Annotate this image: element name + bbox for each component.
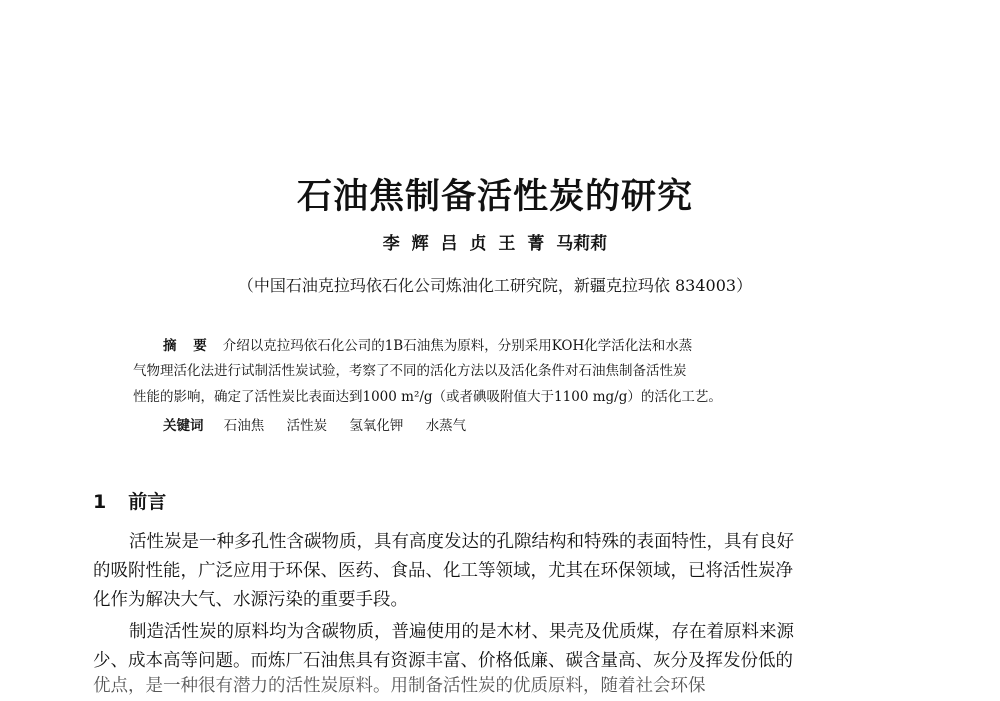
abstract-line: 性能的影响，确定了活性炭比表面达到1000 m²/g（或者碘吸附值大于1100 mg/g）的活化工艺。 bbox=[133, 389, 722, 405]
keywords-line bbox=[163, 414, 484, 438]
keyword: 水蒸气 bbox=[425, 418, 467, 434]
author-affiliation: （中国石油克拉玛依石化公司炼油化工研究院，新疆克拉玛依 834003） bbox=[237, 276, 753, 295]
paragraph-line: 的吸附性能，广泛应用于环保、医药、食品、化工等领域，尤其在环保领域，已将活性炭净 bbox=[93, 561, 793, 581]
keyword: 氢氧化钾 bbox=[349, 418, 404, 434]
paragraph-line: 少、成本高等问题。而炼厂石油焦具有资源丰富、价格低廉、碳含量高、灰分及挥发份低的 bbox=[93, 651, 793, 671]
cut-off-line: 优点，是一种很有潜力的活性炭原料。用制备活性炭的优质原料，随着社会环保 bbox=[93, 676, 706, 696]
author-list: 李 辉 吕 贞 王 菁 马莉莉 bbox=[382, 234, 608, 254]
paper-title: 石油焦制备活性炭的研究 bbox=[296, 177, 693, 217]
section-heading bbox=[93, 488, 166, 516]
keyword: 石油焦 bbox=[223, 418, 265, 434]
body-paragraph bbox=[93, 528, 898, 615]
abstract-line: 气物理活化法进行试制活性炭试验，考察了不同的活化方法以及活化条件对石油焦制备活性炭 bbox=[133, 363, 687, 379]
section-number: 1 bbox=[93, 491, 107, 513]
paragraph-line: 制造活性炭的原料均为含碳物质，普遍使用的是木材、果壳及优质煤，存在着原料来源 bbox=[129, 622, 794, 642]
paragraph-line: 活性炭是一种多孔性含碳物质，具有高度发达的孔隙结构和特殊的表面特性，具有良好 bbox=[129, 532, 794, 552]
body-paragraph bbox=[93, 618, 898, 676]
keyword: 活性炭 bbox=[286, 418, 328, 434]
abstract-label: 摘 要 bbox=[163, 338, 213, 354]
paragraph-line: 化作为解决大气、水源污染的重要手段。 bbox=[93, 590, 408, 610]
abstract-line bbox=[133, 334, 863, 358]
keywords-label: 关键词 bbox=[163, 418, 204, 434]
section-title: 前言 bbox=[128, 491, 167, 513]
abstract-text: 介绍以克拉玛依石化公司的1B石油焦为原料，分别采用KOH化学活化法和水蒸 bbox=[222, 338, 693, 354]
